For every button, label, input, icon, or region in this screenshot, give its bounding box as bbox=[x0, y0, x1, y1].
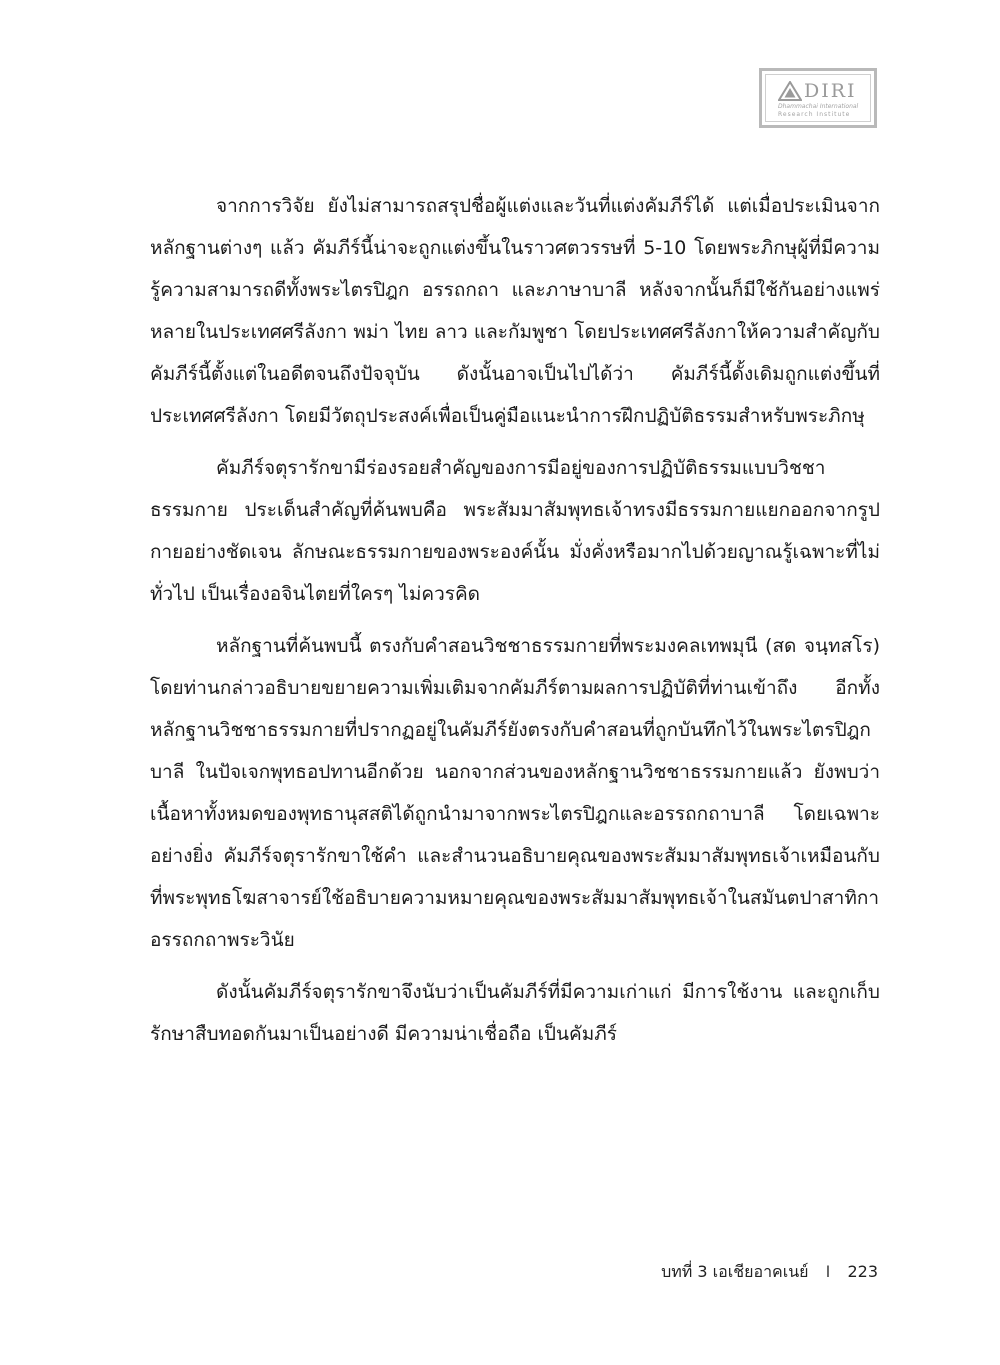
paragraph-4: ดังนั้นคัมภีร์จตุรารักขาจึงนับว่าเป็นคัมภีร์ที่มีความเก่าแก่ มีการใช้งาน และถูกเก็บรักษาสืบทอดกันมาเป็นอย่างดี มีความน่าเชื่อถือ เป็นคัมภีร์ bbox=[150, 981, 880, 1045]
diri-logo bbox=[759, 68, 877, 128]
logo-subtitle-line2: Research Institute bbox=[778, 111, 851, 118]
paragraph-3: หลักฐานที่ค้นพบนี้ ตรงกับคำสอนวิชชาธรรมกายที่พระมงคลเทพมุนี (สด จนฺทสโร) โดยท่านกล่าวอธิบายขยายความเพิ่มเติมจากคัมภีร์ตามผลการปฏิบัติที่ท่านเข้าถึง อีกทั้งหลักฐานวิชชาธรรมกายที่ปรากฏอยู่ในคัมภีร์ยังตรงกับคำสอนที่ถูกบันทึกไว้ในพระไตรปิฎกบาลี ในปัจเจกพุทธอปทานอีกด้วย นอกจากส่วนของหลักฐานวิชชาธรรมกายแล้ว ยังพบว่าเนื้อหาทั้งหมดของพุทธานุสสติได้ถูกนำมาจากพระไตรปิฎกและอรรถกถาบาลี โดยเฉพาะอย่างยิ่ง คัมภีร์จตุรารักขาใช้คำ และสำนวนอธิบายคุณของพระสัมมาสัมพุทธเจ้าเหมือนกับที่พระพุทธโฆสาจารย์ใช้อธิบายความหมายคุณของพระสัมมาสัมพุทธเจ้าในสมันตปาสาทิกา อรรถกถาพระวินัย bbox=[150, 635, 880, 951]
paragraph-2: คัมภีร์จตุรารักขามีร่องรอยสำคัญของการมีอยู่ของการปฏิบัติธรรมแบบวิชชาธรรมกาย ประเด็นสำคัญที่ค้นพบคือ พระสัมมาสัมพุทธเจ้าทรงมีธรรมกายแยกออกจากรูปกายอย่างชัดเจน ลักษณะธรรมกายของพระองค์นั้น มั่งคั่งหรือมากไปด้วยญาณรู้เฉพาะที่ไม่ทั่วไป เป็นเรื่องอจินไตยที่ใครๆ ไม่ควรคิด bbox=[150, 457, 880, 605]
logo-title: DIRI bbox=[804, 80, 857, 102]
chapter-title: บทที่ 3 เอเชียอาคเนย์ bbox=[661, 1262, 809, 1281]
logo-subtitle-line1: Dhammachai International bbox=[778, 103, 859, 110]
page-number: 223 bbox=[847, 1262, 878, 1281]
logo-frame bbox=[765, 74, 871, 122]
footer-separator: I bbox=[825, 1262, 831, 1281]
page-footer bbox=[661, 1260, 878, 1284]
triangle-emblem-icon bbox=[778, 81, 802, 101]
paragraph-1: จากการวิจัย ยังไม่สามารถสรุปชื่อผู้แต่งและวันที่แต่งคัมภีร์ได้ แต่เมื่อประเมินจากหลักฐานต่างๆ แล้ว คัมภีร์นี้น่าจะถูกแต่งขึ้นในราวศตวรรษที่ 5-10 โดยพระภิกษุผู้ที่มีความรู้ความสามารถดีทั้งพระไตรปิฎก อรรถกถา และภาษาบาลี หลังจากนั้นก็มีใช้กันอย่างแพร่หลายในประเทศศรีลังกา พม่า ไทย ลาว และกัมพูชา โดยประเทศศรีลังกาให้ความสำคัญกับคัมภีร์นี้ตั้งแต่ในอดีตจนถึงปัจจุบัน ดังนั้นอาจเป็นไปได้ว่า คัมภีร์นี้ดั้งเดิมถูกแต่งขึ้นที่ประเทศศรีลังกา โดยมีวัตถุประสงค์เพื่อเป็นคู่มือแนะนำการฝึกปฏิบัติธรรมสำหรับพระภิกษุ bbox=[150, 195, 880, 427]
body-text bbox=[150, 185, 880, 1065]
